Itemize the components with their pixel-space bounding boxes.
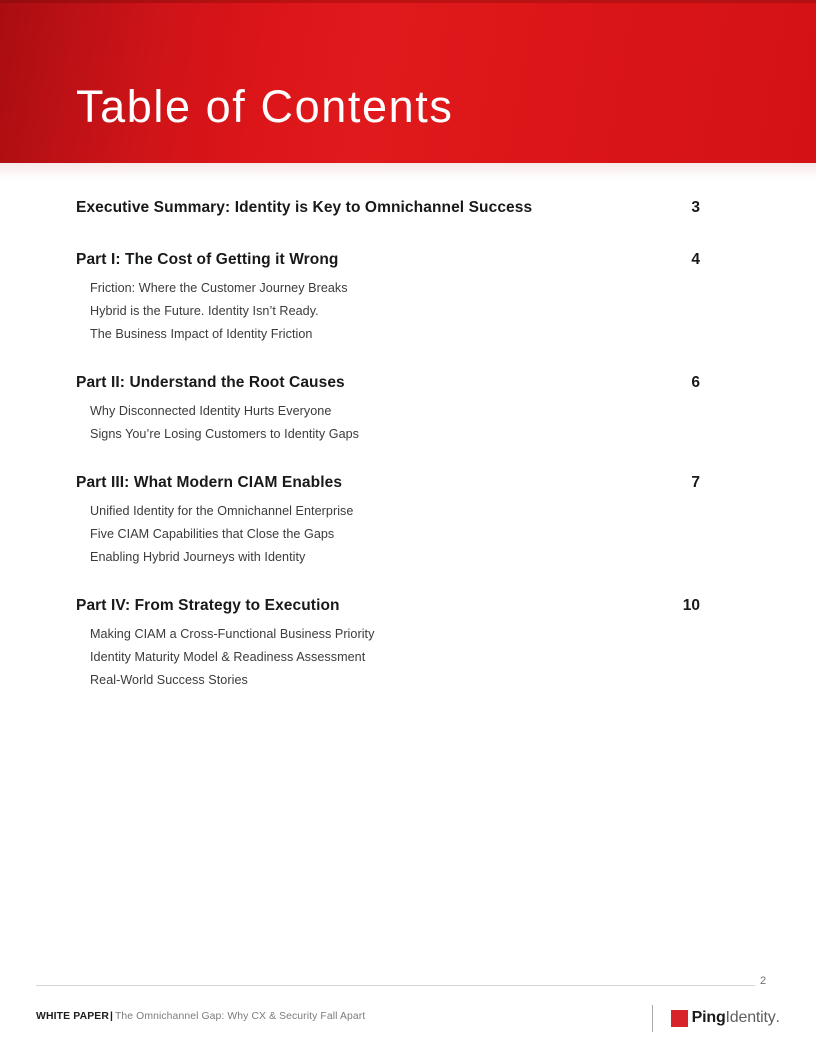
- footer: [36, 1007, 780, 1033]
- toc-group: [76, 471, 700, 569]
- logo-name-identity: Identity: [725, 1009, 776, 1026]
- toc-subitem[interactable]: Making CIAM a Cross-Functional Business Priority: [90, 627, 375, 641]
- toc-entry-page: 4: [691, 251, 700, 268]
- toc-entry-page: 3: [691, 199, 700, 216]
- toc-group: [76, 196, 700, 220]
- toc-entry-part-iii[interactable]: [76, 471, 700, 495]
- ping-identity-logo: [652, 1003, 780, 1033]
- toc-entry-page: 10: [682, 597, 700, 614]
- toc-subitem[interactable]: Enabling Hybrid Journeys with Identity: [90, 550, 306, 564]
- toc-subitem[interactable]: Why Disconnected Identity Hurts Everyone: [90, 404, 332, 418]
- toc-entry-label: Part III: What Modern CIAM Enables: [76, 474, 343, 491]
- footer-doc-title: The Omnichannel Gap: Why CX & Security Fall Apart: [114, 1011, 366, 1022]
- footer-doc-type: WHITE PAPER: [36, 1011, 110, 1022]
- toc-entry-label: Part IV: From Strategy to Execution: [76, 597, 340, 614]
- toc-entry-label: Part I: The Cost of Getting it Wrong: [76, 251, 339, 268]
- toc-entry-label: Executive Summary: Identity is Key to Omnichannel Success: [76, 199, 533, 216]
- toc-subitem[interactable]: Five CIAM Capabilities that Close the Gaps: [90, 527, 335, 541]
- page-header-band: [0, 0, 816, 163]
- table-of-contents: [76, 196, 700, 717]
- toc-subitem[interactable]: Real-World Success Stories: [90, 673, 248, 687]
- page-number: 2: [760, 975, 767, 987]
- footer-separator: |: [110, 1011, 113, 1022]
- toc-subitem[interactable]: Friction: Where the Customer Journey Breaks: [90, 281, 348, 295]
- toc-group: [76, 594, 700, 692]
- toc-entry-part-i[interactable]: [76, 248, 700, 272]
- page-title: Table of Contents: [76, 81, 454, 132]
- toc-entry-part-ii[interactable]: [76, 371, 700, 395]
- toc-subitem[interactable]: Hybrid is the Future. Identity Isn’t Ready.: [90, 304, 319, 318]
- toc-subitem[interactable]: Unified Identity for the Omnichannel Enterprise: [90, 504, 354, 518]
- toc-subitem[interactable]: Identity Maturity Model & Readiness Assessment: [90, 650, 366, 664]
- header-edge-artifact: [0, 163, 816, 179]
- toc-entry-executive-summary[interactable]: [76, 196, 700, 220]
- toc-entry-page: 7: [691, 474, 700, 491]
- toc-group: [76, 371, 700, 446]
- logo-trailing-dot: .: [775, 1009, 780, 1026]
- logo-name-ping: Ping: [691, 1009, 726, 1026]
- footer-caption: [36, 1009, 365, 1025]
- toc-entry-page: 6: [691, 374, 700, 391]
- footer-divider: [36, 985, 755, 986]
- toc-entry-part-iv[interactable]: [76, 594, 700, 618]
- toc-entry-label: Part II: Understand the Root Causes: [76, 374, 345, 391]
- ping-square-icon: [671, 1010, 688, 1027]
- logo-divider: [652, 1005, 653, 1032]
- toc-subitem[interactable]: Signs You’re Losing Customers to Identity Gaps: [90, 427, 360, 441]
- toc-group: [76, 248, 700, 346]
- toc-subitem[interactable]: The Business Impact of Identity Friction: [90, 327, 313, 341]
